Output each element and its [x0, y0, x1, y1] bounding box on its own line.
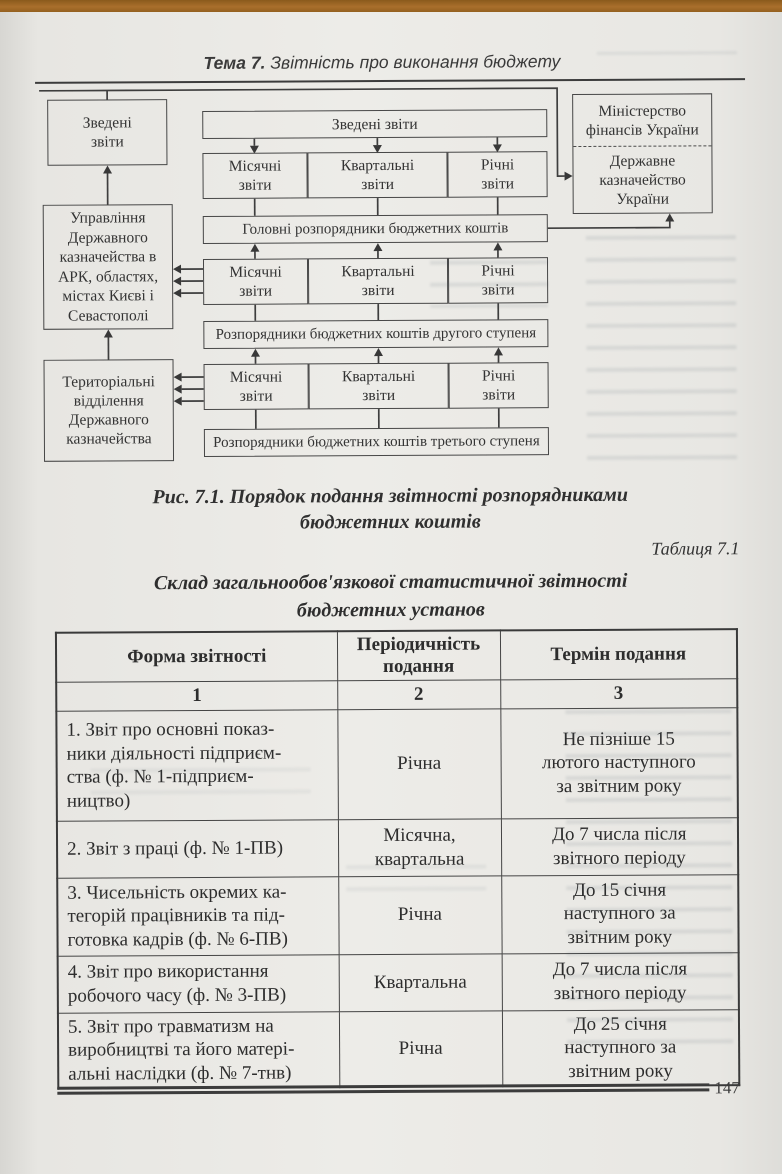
table-label: Таблиця 7.1 — [651, 538, 739, 559]
box-annual-reports-2: Річні звіти — [448, 257, 548, 304]
column-header-deadline: Термін подання — [500, 629, 737, 680]
box-ministry-and-treasury — [572, 93, 713, 214]
running-head-title: Звітність про виконання бюджету — [265, 51, 560, 73]
cell-deadline: Не пізніше 15 лютого наступного за звітним року — [500, 707, 738, 818]
box-quarterly-reports-3: Квартальні звіти — [309, 363, 449, 410]
box-ministry-of-finance: Міністерство фінансів України — [573, 94, 711, 147]
cell-form: 1. Звіт про основні показ- ники діяльності підприєм- ства (ф. № 1-підприєм- ництво) — [56, 709, 338, 820]
cell-deadline: До 7 числа після звітного періоду — [501, 817, 738, 875]
bleed-through-ghost — [586, 226, 737, 477]
cell-periodicity: Річна — [337, 708, 501, 819]
cell-periodicity: Квартальна — [339, 953, 502, 1011]
table-title: Склад загальнообов'язкової статистичної звітності бюджетних установ — [0, 566, 782, 626]
cell-deadline: До 25 січня наступного за звітним року — [502, 1009, 739, 1086]
column-number-3: 3 — [500, 679, 737, 709]
footer-rule-thick — [57, 1088, 709, 1094]
box-third-level-administrators: Розпорядники бюджетних коштів третього ступеня — [204, 427, 549, 457]
bleed-through-ghost — [346, 856, 486, 897]
cell-form: 5. Звіт про травматизм на виробництві та його матері- альні наслідки (ф. № 7-тнв) — [58, 1011, 339, 1088]
cell-periodicity: Річна — [338, 875, 501, 954]
cell-form: 2. Звіт з праці (ф. № 1-ПВ) — [57, 819, 338, 877]
box-monthly-reports-3: Місячні звіти — [204, 363, 309, 410]
column-header-form: Форма звітності — [56, 631, 337, 682]
column-number-1: 1 — [56, 681, 337, 711]
figure-caption: Рис. 7.1. Порядок подання звітності розпорядниками бюджетних коштів — [0, 481, 781, 537]
bleed-through-ghost — [430, 251, 548, 308]
cell-deadline: До 7 числа після звітного періоду — [502, 952, 739, 1010]
cell-form: 4. Звіт про використання робочого часу (ф. № 3-ПВ) — [58, 954, 339, 1012]
box-quarterly-reports-2: Квартальні звіти — [308, 258, 448, 305]
box-territorial-offices: Територіальні відділення Державного казначейства — [44, 359, 175, 462]
header-rule — [35, 78, 745, 84]
box-annual-reports-1: Річні звіти — [447, 151, 547, 198]
cell-form: 3. Чисельність окремих ка- тегорій працівників та під- готовка кадрів (ф. № 6-ПВ) — [57, 876, 338, 955]
table-header-row — [56, 629, 737, 682]
box-consolidated-reports: Зведені звіти — [202, 109, 547, 139]
box-annual-reports-3: Річні звіти — [449, 362, 549, 409]
bleed-through-ghost — [597, 42, 737, 55]
cell-periodicity: Місячна, квартальна — [338, 818, 501, 876]
box-consolidated-reports-left: Зведені звіти — [47, 99, 167, 166]
cell-deadline: До 15 січня наступного за звітним року — [501, 874, 738, 953]
column-header-periodicity: Періодичність подання — [337, 630, 500, 680]
box-state-treasury: Державне казначейство України — [573, 146, 711, 213]
box-monthly-reports-1: Місячні звіти — [202, 152, 307, 199]
bleed-through-ghost — [565, 700, 733, 1049]
box-treasury-directorate: Управління Державного казначейства в АРК, областях, містах Києві і Севастополі — [43, 204, 174, 330]
column-number-2: 2 — [337, 680, 500, 709]
box-monthly-reports-2: Місячні звіти — [203, 258, 308, 305]
box-quarterly-reports-1: Квартальні звіти — [307, 152, 447, 199]
running-head-theme: Тема 7. — [203, 53, 265, 73]
bleed-through-ghost — [91, 758, 311, 803]
box-second-level-administrators: Розпорядники бюджетних коштів другого ступеня — [203, 319, 548, 349]
box-chief-administrators: Головні розпорядники бюджетних коштів — [203, 214, 548, 244]
cell-periodicity: Річна — [339, 1010, 502, 1087]
page-number: 147 — [714, 1078, 740, 1098]
